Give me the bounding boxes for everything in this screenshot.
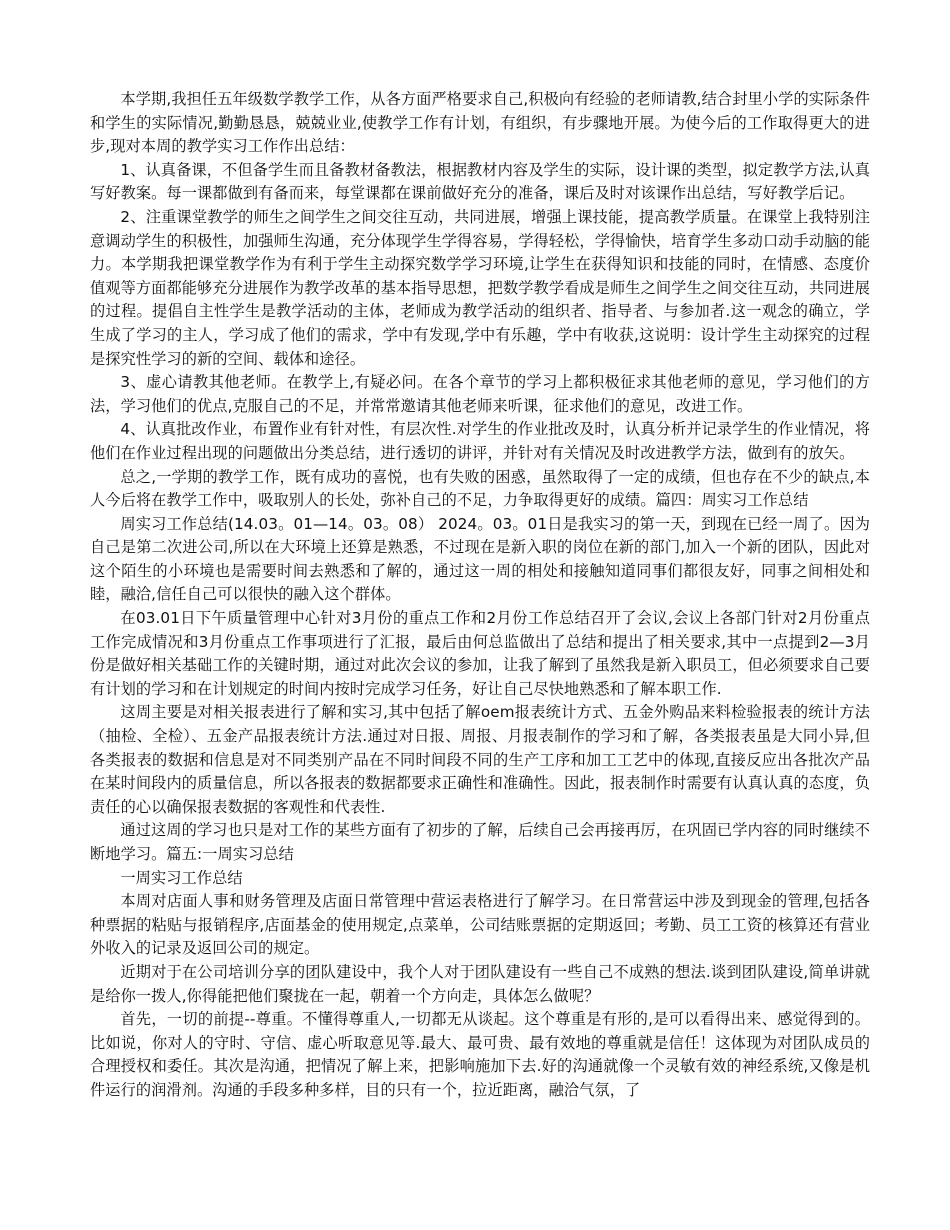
paragraph: 总之,一学期的教学工作，既有成功的喜悦，也有失败的困惑，虽然取得了一定的成绩，但也存在不少的缺点,本人今后将在教学工作中，吸取别人的长处，弥补自己的不足，力争取得更好的成绩。篇四：周实习工作总结 <box>90 467 870 510</box>
paragraph: 3、虚心请教其他老师。在教学上,有疑必问。在各个章节的学习上都积极征求其他老师的意见，学习他们的方法，学习他们的优点,克服自己的不足，并常常邀请其他老师来听课，征求他们的意见，改进工作。 <box>90 373 870 415</box>
paragraph: 本学期,我担任五年级数学教学工作，从各方面严格要求自己,积极向有经验的老师请教,结合封里小学的实际条件和学生的实际情况,勤勤恳恳，兢兢业业,使教学工作有计划，有组织，有步骤地开展。为使今后的工作取得更大的进步,现对本周的教学实习工作作出总结： <box>90 90 870 156</box>
paragraph: 近期对于在公司培训分享的团队建设中，我个人对于团队建设有一些自己不成熟的想法.谈到团队建设,简单讲就是给你一拨人,你得能把他们聚拢在一起，朝着一个方向走，具体怎么做呢？ <box>90 962 870 1005</box>
section-heading: 一周实习工作总结 <box>120 868 243 887</box>
paragraph: 这周主要是对相关报表进行了解和实习,其中包括了解oem报表统计方式、五金外购品来料检验报表的统计方法（抽检、全检）、五金产品报表统计方法.通过对日报、周报、月报表制作的学习和了解，各类报表虽是大同小异,但各类报表的数据和信息是对不同类别产品在不同时间段不同的生产工序和加工工艺中的体现,直接反应出各批次产品在某时间段内的质量信息，所以各报表的数据都要求正确性和准确性。因此，报表制作时需要有认真认真的态度，负责任的心以确保报表数据的客观性和代表性. <box>90 703 870 816</box>
paragraph: 1、认真备课，不但备学生而且备教材备教法，根据教材内容及学生的实际，设计课的类型，拟定教学方法,认真写好教案。每一课都做到有备而来，每堂课都在课前做好充分的准备，课后及时对该课作出总结，写好教学后记。 <box>90 160 870 203</box>
document-body <box>90 88 870 1103</box>
paragraph: 在03.01日下午质量管理中心针对3月份的重点工作和2月份工作总结召开了会议,会议上各部门针对2月份重点工作完成情况和3月份重点工作事项进行了汇报，最后由何总监做出了总结和提出了相关要求,其中一点提到2—3月份是做好相关基础工作的关键时期，通过对此次会议的参加，让我了解到了虽然我是新入职员工，但必须要求自己要有计划的学习和在计划规定的时间内按时完成学习任务，好让自己尽快地熟悉和了解本职工作. <box>90 609 870 698</box>
paragraph: 通过这周的学习也只是对工作的某些方面有了初步的了解，后续自己会再接再厉，在巩固已学内容的同时继续不断地学习。篇五:一周实习总结 <box>90 821 870 863</box>
paragraph: 周实习工作总结(14.03。01—14。03。08） 2024。03。01日是我实习的第一天，到现在已经一周了。因为自己是第二次进公司,所以在大环境上还算是熟悉，不过现在是新入职的岗位在新的部门,加入一个新的团队，因此对这个陌生的小环境也是需要时间去熟悉和了解的，通过这一周的相处和接触知道同事们都很友好，同事之间相处和睦，融洽,信任自己可以很快的融入这个群体。 <box>90 514 870 604</box>
paragraph: 4、认真批改作业，布置作业有针对性，有层次性.对学生的作业批改及时，认真分析并记录学生的作业情况，将他们在作业过程出现的问题做出分类总结，进行透切的讲评，并针对有关情况及时改进教学方法，做到有的放矢。 <box>90 420 870 462</box>
paragraph: 2、注重课堂教学的师生之间学生之间交往互动，共同进展，增强上课技能，提高教学质量。在课堂上我特别注意调动学生的积极性，加强师生沟通，充分体现学生学得容易，学得轻松，学得愉快，培育学生多动口动手动脑的能力。本学期我把课堂教学作为有利于学生主动探究数学学习环境,让学生在获得知识和技能的同时，在情感、态度价值观等方面都能够充分进展作为教学改革的基本指导思想，把数学教学看成是师生之间学生之间交往互动，共同进展的过程。提倡自主性学生是教学活动的主体，老师成为教学活动的组织者、指导者、与参加者.这一观念的确立，学生成了学习的主人，学习成了他们的需求，学中有发现,学中有乐趣，学中有收获,这说明：设计学生主动探究的过程是探究性学习的新的空间、载体和途径。 <box>90 207 870 368</box>
paragraph: 本周对店面人事和财务管理及店面日常管理中营运表格进行了解学习。在日常营运中涉及到现金的管理,包括各种票据的粘贴与报销程序,店面基金的使用规定,点菜单，公司结账票据的定期返回；考勤、员工工资的核算还有营业外收入的记录及返回公司的规定。 <box>90 892 870 958</box>
paragraph: 首先，一切的前提--尊重。不懂得尊重人,一切都无从谈起。这个尊重是有形的,是可以看得出来、感觉得到的。比如说，你对人的守时、守信、虚心听取意见等.最大、最可贵、最有效地的尊重就是信任！这体现为对团队成员的合理授权和委任。其次是沟通，把情况了解上来，把影响施加下去.好的沟通就像一个灵敏有效的神经系统,又像是机件运行的润滑剂。沟通的手段多种多样，目的只有一个，拉近距离，融洽气氛，了 <box>90 1010 870 1099</box>
